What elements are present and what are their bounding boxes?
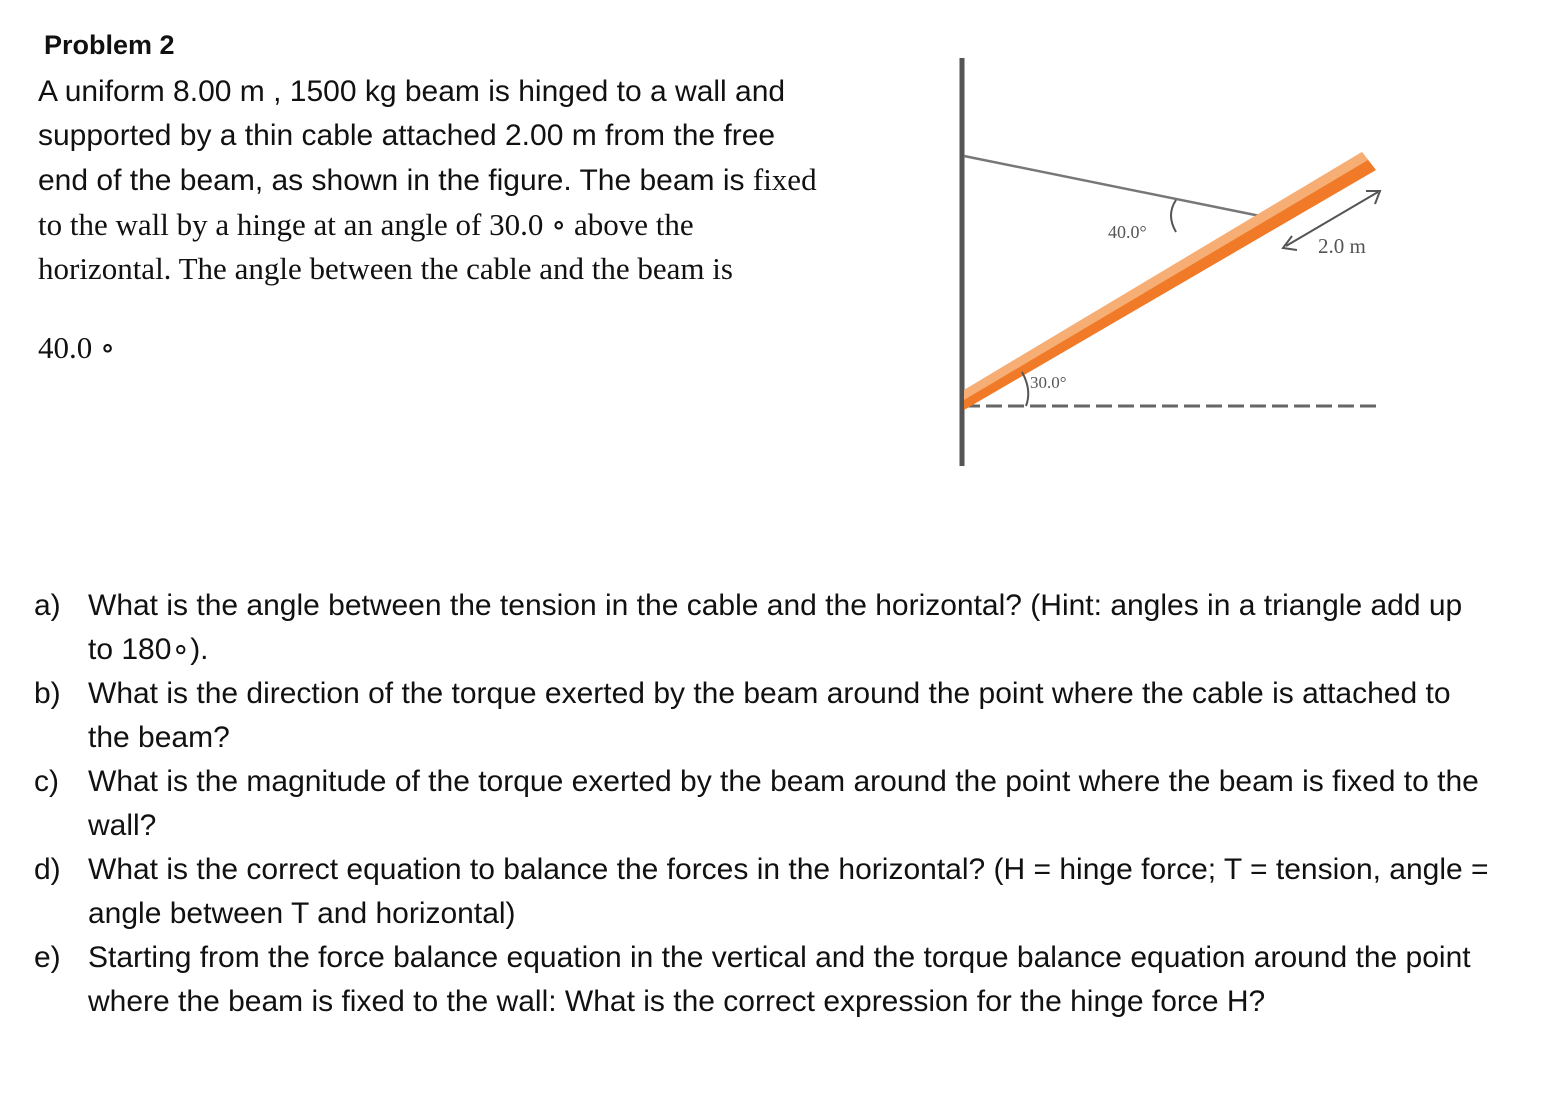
question-item (34, 848, 1494, 936)
statement-line-3-tail: fixed (752, 162, 817, 197)
statement-line-2: supported by a thin cable attached 2.00 m from the free (38, 119, 776, 152)
distance-label: 2.0 m (1318, 234, 1366, 258)
question-text: What is the correct equation to balance the forces in the horizontal? (H = hinge force; T = tension, angle = angle between T and horizontal) (88, 853, 1489, 930)
statement-line-1: A uniform 8.00 m , 1500 kg beam is hinged to a wall and (38, 75, 786, 108)
question-item (34, 584, 1494, 672)
cable-angle-value: 40.0 ∘ (38, 330, 116, 365)
statement-line-4: to the wall by a hinge at an angle of 30.0 ∘ above the (38, 207, 694, 242)
beam-angle-arc (1022, 372, 1028, 406)
question-text: What is the magnitude of the torque exerted by the beam around the point where the beam is fixed to the wall? (88, 765, 1479, 842)
question-letter: d) (34, 853, 61, 886)
question-letter: b) (34, 677, 61, 710)
problem-title: Problem 2 (44, 30, 175, 60)
cable-angle-label: 40.0° (1108, 222, 1147, 242)
question-item (34, 672, 1494, 760)
question-letter: a) (34, 589, 61, 622)
statement-line-3 (38, 158, 898, 203)
question-item (34, 760, 1494, 848)
question-text: What is the direction of the torque exerted by the beam around the point where the cable is attached to the beam? (88, 677, 1451, 754)
problem-statement (38, 70, 898, 291)
cable (964, 156, 1270, 218)
beam-angle-label: 30.0° (1030, 373, 1067, 392)
question-text: Starting from the force balance equation in the vertical and the torque balance equation around the point where the beam is fixed to the wall: What is the correct expression for the hinge force H? (88, 941, 1471, 1018)
question-list (34, 584, 1494, 1024)
statement-line-5: horizontal. The angle between the cable and the beam is (38, 251, 733, 286)
question-item (34, 936, 1494, 1024)
question-text: What is the angle between the tension in the cable and the horizontal? (Hint: angles in a triangle add up to 180∘). (88, 589, 1463, 666)
beam-figure (930, 50, 1430, 480)
cable-angle-arc (1171, 200, 1176, 232)
question-letter: e) (34, 941, 61, 974)
statement-line-3-main: end of the beam, as shown in the figure. The beam is (38, 164, 753, 197)
question-letter: c) (34, 765, 59, 798)
beam-highlight (964, 152, 1368, 400)
